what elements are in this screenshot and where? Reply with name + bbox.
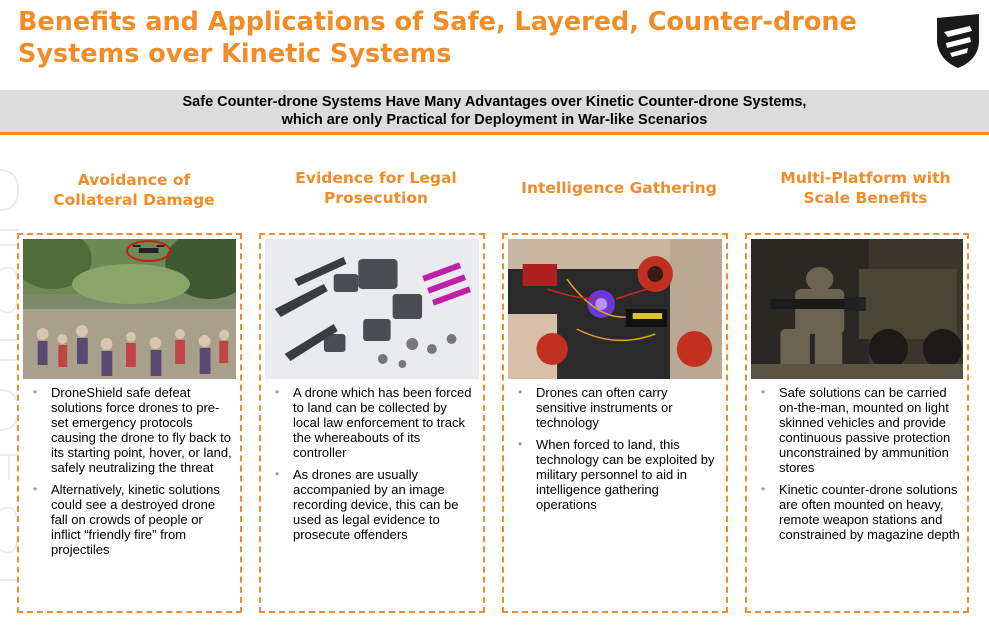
bullet-item: • Kinetic counter-drone solutions are often mounted on heavy, remote weapon stations and constrained by magazine depth — [759, 482, 961, 542]
bullet-list-multiplatform — [759, 385, 961, 549]
bullet-item: • As drones are usually accompanied by an image recording device, this can be used as legal evidence to prosecute offenders — [273, 467, 477, 542]
card-multi-platform — [745, 233, 969, 613]
bullet-item: • A drone which has been forced to land can be collected by local law enforcement to track the whereabouts of its controller — [273, 385, 477, 460]
banner-line-1: Safe Counter-drone Systems Have Many Advantages over Kinetic Counter-drone Systems, — [182, 94, 807, 110]
card-collateral-damage — [17, 233, 242, 613]
subtitle-banner — [0, 90, 989, 135]
column-heading-multiplatform: Multi-Platform with Scale Benefits — [780, 169, 951, 207]
column-heading-legal: Evidence for Legal Prosecution — [295, 169, 457, 207]
bullet-item: • Safe solutions can be carried on-the-man, mounted on light skinned vehicles and provide continuous passive protection unconstrained by ammunition stores — [759, 385, 961, 475]
photo-crowd-drone — [23, 239, 236, 379]
bullet-list-collateral — [31, 385, 234, 564]
bullet-list-legal — [273, 385, 477, 549]
column-heading-collateral: Avoidance of Collateral Damage — [53, 171, 215, 209]
bullet-item: • Alternatively, kinetic solutions could see a destroyed drone fall on crowds of people or inflict “friendly fire” from projectiles — [31, 482, 234, 557]
bullet-item: • When forced to land, this technology can be exploited by military personnel to aid in intelligence gathering operations — [516, 437, 720, 512]
bullet-item: • DroneShield safe defeat solutions force drones to pre-set emergency protocols causing the drone to fly back to its starting point, hover, or land, safely neutralizing the threat — [31, 385, 234, 475]
banner-line-2: which are only Practical for Deployment in War-like Scenarios — [281, 112, 708, 128]
photo-drone-parts — [265, 239, 479, 379]
shield-logo-icon — [934, 12, 982, 70]
page-title: Benefits and Applications of Safe, Layered, Counter-drone Systems over Kinetic Systems — [18, 7, 857, 69]
photo-electronics — [508, 239, 722, 379]
bullet-item: • Drones can often carry sensitive instruments or technology — [516, 385, 720, 430]
column-heading-intelligence: Intelligence Gathering — [521, 179, 717, 197]
bullet-list-intelligence — [516, 385, 720, 519]
photo-soldier — [751, 239, 963, 379]
card-intelligence-gathering — [502, 233, 728, 613]
card-legal-prosecution — [259, 233, 485, 613]
